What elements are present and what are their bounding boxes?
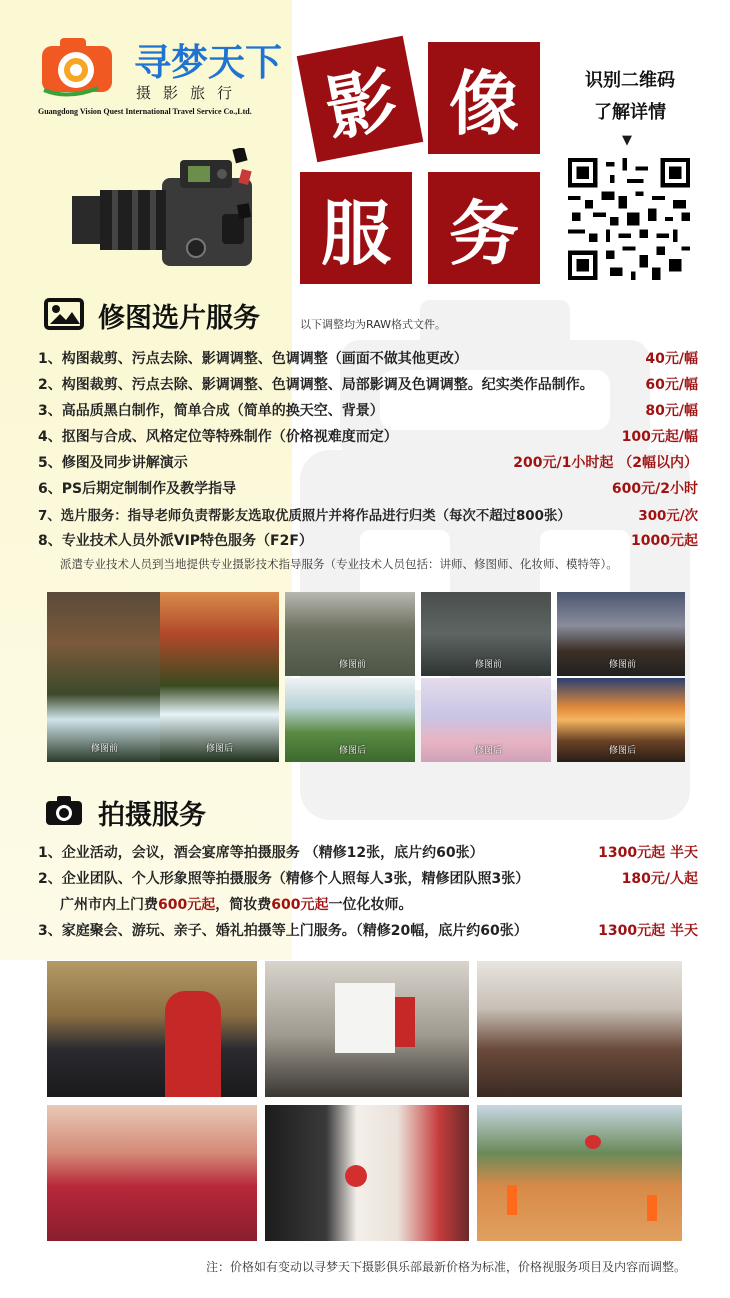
qr-instruction-2: 了解详情	[594, 102, 666, 123]
shoot-photo-corporate-group	[47, 961, 257, 1097]
retouch-item: 7、选片服务：指导老师负责帮影友选取优质照片并将作品进行归类（每次不超过800张） 300元/次	[38, 502, 698, 526]
shoot-extra-fees: 广州市内上门费 600元起 ，简妆费 600元起 一位化妆师。	[60, 897, 413, 913]
qr-instruction-1: 识别二维码	[585, 70, 675, 91]
price: 60元/幅	[645, 377, 698, 393]
qr-code[interactable]	[568, 158, 690, 280]
retouch-item: 6、PS后期定制制作及教学指导 600元/2小时	[38, 476, 698, 500]
retouch-section-title: 修图选片服务	[98, 303, 260, 334]
price: 200元/1小时起 （2幅以内）	[513, 455, 698, 471]
retouch-photo-forest-after: 修图后	[160, 592, 279, 762]
retouch-photo-hills-before: 修图前	[285, 592, 415, 676]
camera-small-icon	[44, 794, 84, 826]
price: 1000元起	[631, 533, 698, 549]
camera-icon	[72, 148, 272, 268]
price: 300元/次	[638, 508, 698, 524]
retouch-item: 5、修图及同步讲解演示 200元/1小时起 （2幅以内）	[38, 450, 698, 474]
price: 100元起/幅	[621, 429, 698, 445]
shoot-photo-kids-bike	[477, 1105, 682, 1241]
shoot-item: 2、企业团队、个人形象照等拍摄服务（精修个人照每人3张，精修团队照3张） 180元/人起	[38, 866, 698, 890]
retouch-photo-forest-before: 修图前	[47, 592, 160, 762]
retouch-photo-sunset-after: 修图后	[557, 678, 685, 762]
shoot-item: 3、家庭聚会、游玩、亲子、婚礼拍摄等上门服务。（精修20幅，底片约60张） 1300元起 半天	[38, 918, 698, 942]
retouch-item: 3、高品质黑白制作，简单合成（简单的换天空、背景） 80元/幅	[38, 398, 698, 422]
image-icon	[44, 298, 84, 330]
vip-service-note: 派遣专业技术人员到当地提供专业摄影技术指导服务（专业技术人员包括：讲师、修图师、化妆师、模特等）。	[60, 557, 618, 571]
retouch-item: 2、构图裁剪、污点去除、影调调整、色调调整、局部影调及色调调整。纪实类作品制作。 60元/幅	[38, 372, 698, 396]
retouch-note: 以下调整均为RAW格式文件。	[300, 318, 446, 331]
shoot-photo-wedding	[265, 1105, 469, 1241]
shoot-photo-studio	[265, 961, 469, 1097]
retouch-photo-hills-after: 修图后	[285, 678, 415, 762]
brand-subtitle: 摄影旅行	[136, 84, 245, 102]
retouch-item: 8、专业技术人员外派VIP特色服务（F2F） 1000元起	[38, 528, 698, 552]
shoot-item: 1、企业活动，会议，酒会宴席等拍摄服务 （精修12张，底片约60张） 1300元起 半天	[38, 840, 698, 864]
retouch-item: 4、抠图与合成、风格定位等特殊制作（价格视难度而定） 100元起/幅	[38, 424, 698, 448]
brand-english-name: Guangdong Vision Quest International Travel Service Co.,Ltd.	[38, 107, 252, 116]
price: 1300元起 半天	[598, 923, 698, 939]
retouch-photo-sunset-before: 修图前	[557, 592, 685, 676]
price: 1300元起 半天	[598, 845, 698, 861]
brand-logo-icon	[38, 32, 118, 100]
title-char-4: 务	[428, 172, 540, 284]
price: 600元/2小时	[611, 481, 698, 497]
title-char-1: 影	[297, 36, 424, 163]
shoot-photo-conference	[477, 961, 682, 1097]
price: 80元/幅	[645, 403, 698, 419]
retouch-photo-pond-before: 修图前	[421, 592, 551, 676]
retouch-item: 1、构图裁剪、污点去除、影调调整、色调调整（画面不做其他更改） 40元/幅	[38, 346, 698, 370]
title-char-3: 服	[300, 172, 412, 284]
shoot-photo-banquet	[47, 1105, 257, 1241]
retouch-photo-pond-after: 修图后	[421, 678, 551, 762]
title-char-2: 像	[428, 42, 540, 154]
shoot-section-title: 拍摄服务	[98, 800, 206, 831]
price: 40元/幅	[645, 351, 698, 367]
footer-disclaimer: 注：价格如有变动以寻梦天下摄影俱乐部最新价格为标准，价格视服务项目及内容而调整。	[206, 1260, 687, 1274]
brand-name: 寻梦天下	[134, 41, 282, 84]
down-arrow-icon: ▼	[622, 133, 632, 148]
price: 180元/人起	[621, 871, 698, 887]
